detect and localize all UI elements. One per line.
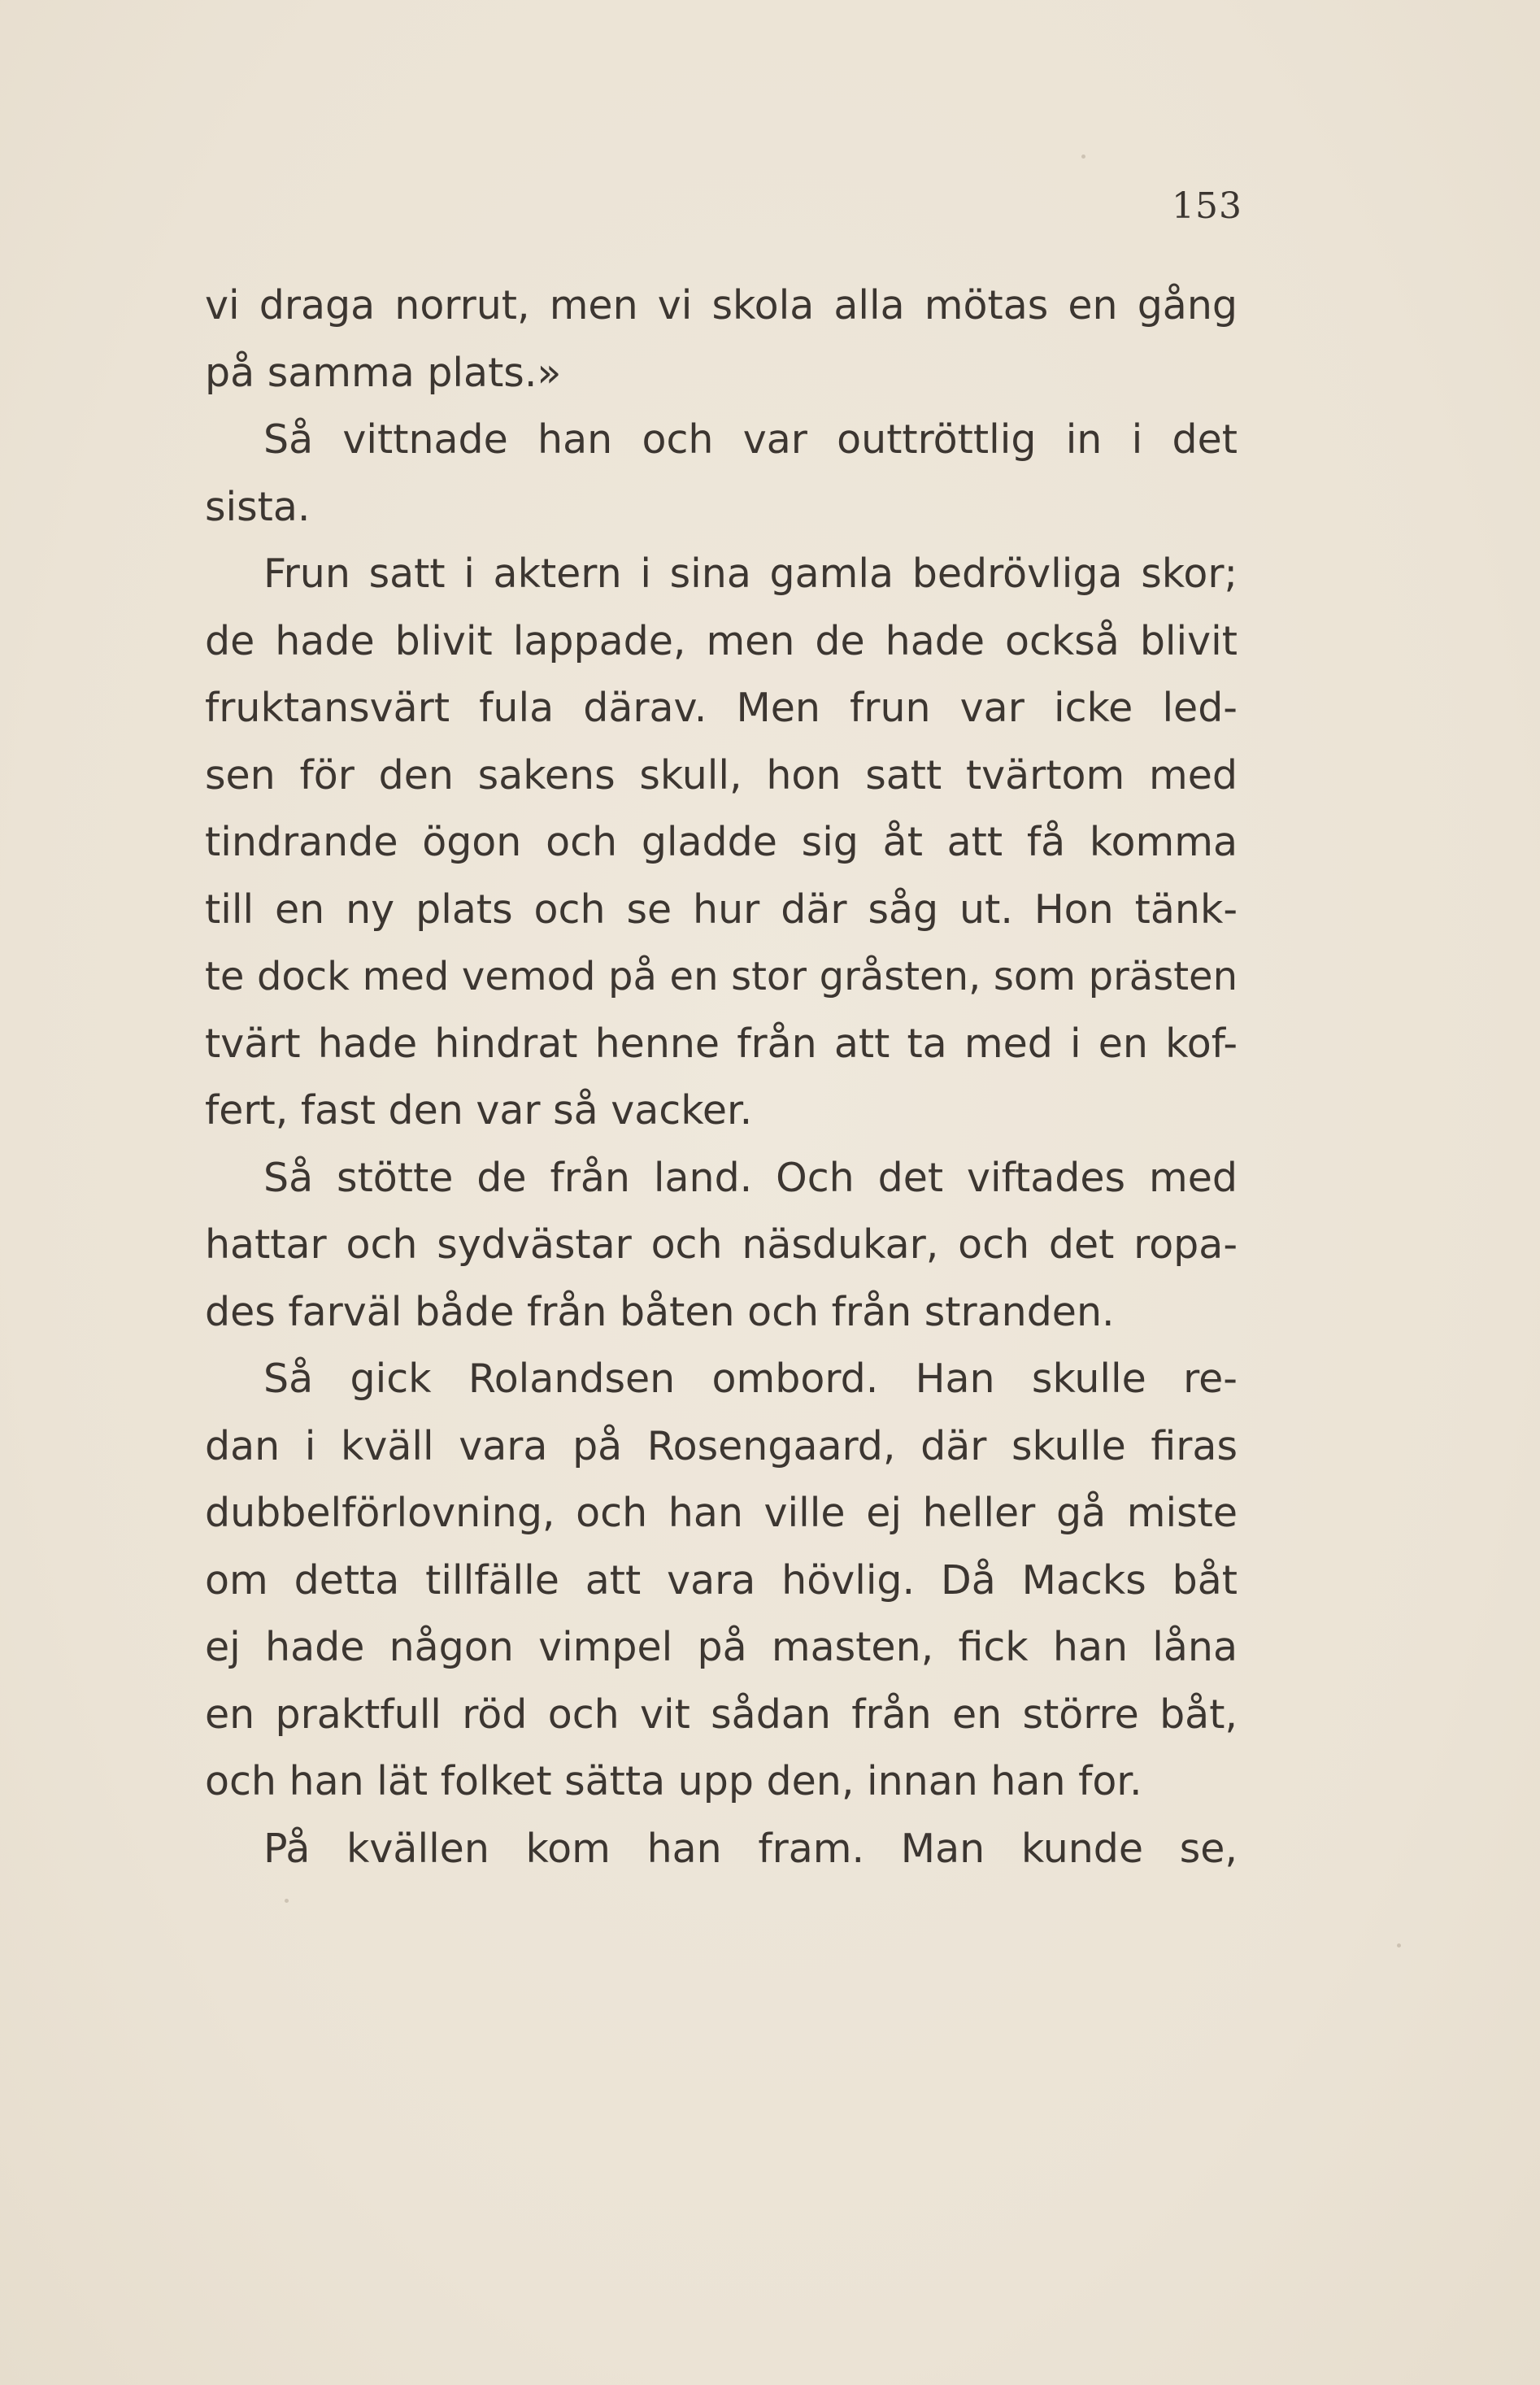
text-line: dan i kväll vara på Rosengaard, där skulle firas bbox=[205, 1422, 1238, 1469]
text-line: och han lät folket sätta upp den, innan han for. bbox=[205, 1758, 1142, 1804]
text-line: vi draga norrut, men vi skola alla mötas en gång bbox=[205, 282, 1238, 329]
text-line: fert, fast den var så vacker. bbox=[205, 1087, 753, 1134]
text-line: Så vittnade han och var outtröttlig in i det bbox=[263, 416, 1238, 463]
text-line: på samma plats.» bbox=[205, 349, 562, 396]
body-text bbox=[205, 272, 1238, 1882]
text-line: På kvällen kom han fram. Man kunde se, bbox=[263, 1825, 1238, 1872]
text-line: ej hade någon vimpel på masten, fick han låna bbox=[205, 1624, 1238, 1670]
page-number: 153 bbox=[1172, 185, 1242, 227]
text-line: de hade blivit lappade, men de hade också blivit bbox=[205, 617, 1238, 664]
text-line: fruktansvärt fula därav. Men frun var icke led- bbox=[205, 685, 1238, 731]
text-line: dubbelförlovning, och han ville ej heller gå miste bbox=[205, 1490, 1238, 1536]
paper-speck bbox=[1081, 155, 1085, 159]
paper-speck bbox=[1397, 1943, 1401, 1948]
text-line: tindrande ögon och gladde sig åt att få komma bbox=[205, 819, 1238, 865]
text-line: till en ny plats och se hur där såg ut. Hon tänk- bbox=[205, 886, 1238, 933]
text-line: en praktfull röd och vit sådan från en större båt, bbox=[205, 1691, 1238, 1738]
text-line: des farväl både från båten och från stranden. bbox=[205, 1288, 1115, 1335]
text-line: sen för den sakens skull, hon satt tvärtom med bbox=[205, 751, 1238, 799]
text-line: Så gick Rolandsen ombord. Han skulle re- bbox=[263, 1356, 1238, 1402]
text-line: Frun satt i aktern i sina gamla bedrövliga skor; bbox=[263, 551, 1238, 597]
text-line: tvärt hade hindrat henne från att ta med i en kof- bbox=[205, 1020, 1238, 1067]
text-line: sista. bbox=[205, 483, 311, 530]
text-line: Så stötte de från land. Och det viftades med bbox=[263, 1154, 1238, 1201]
paper-speck bbox=[285, 1899, 289, 1903]
text-line: te dock med vemod på en stor gråsten, som prästen bbox=[205, 954, 1238, 999]
text-line: hattar och sydvästar och näsdukar, och det ropa- bbox=[205, 1221, 1238, 1268]
text-line: om detta tillfälle att vara hövlig. Då Macks båt bbox=[205, 1556, 1238, 1604]
